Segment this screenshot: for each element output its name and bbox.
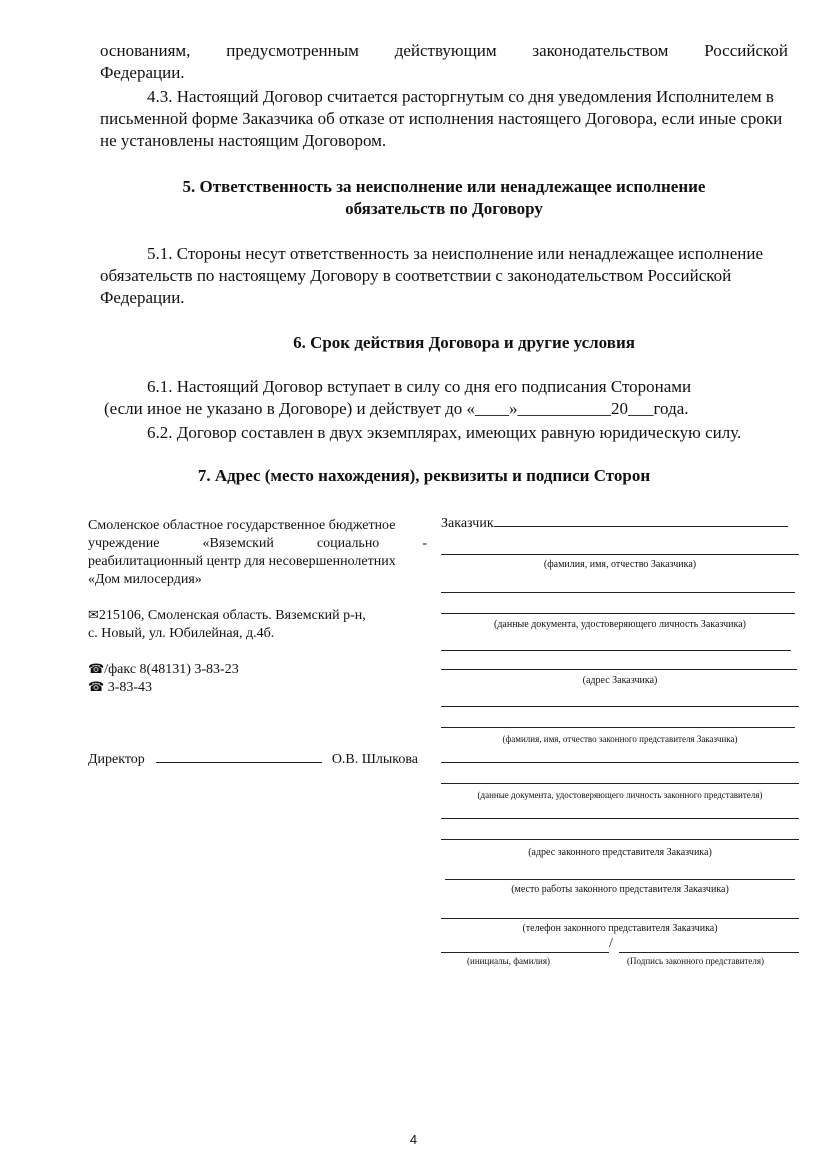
clause-6-2: 6.2. Договор составлен в двух экземплярах, имеющих равную юридическую силу. [147,423,742,442]
director-label: Директор [88,752,145,767]
rep-phone-line[interactable] [441,918,799,919]
customer-name-line[interactable] [494,526,788,527]
clause-6-1-term: (если иное не указано в Договоре) и действует до «____»___________20___года. [104,399,689,418]
rep-fio-line-1[interactable] [441,706,799,707]
executor-contacts [88,661,427,697]
caption-rep-phone: (телефон законного представителя Заказчика) [522,923,718,934]
caption-customer-doc: (данные документа, удостоверяющего личность Заказчика) [493,619,747,630]
rep-doc-line-2[interactable] [441,783,799,784]
section4-text-continuation-end: Федерации. [100,63,185,82]
caption-rep-work: (место работы законного представителя Заказчика) [511,884,729,895]
customer-details [441,515,799,975]
caption-customer-fio: (фамилия, имя, отчество Заказчика) [543,559,697,570]
signature-slash: / [609,936,613,951]
executor-address: ✉215106, Смоленская область. Вяземский р-н, с. Новый, ул. Юбилейная, д.4б. [88,608,366,641]
customer-address-line-2[interactable] [441,669,797,670]
customer-address-line-1[interactable] [441,650,791,651]
clause-4-3: 4.3. Настоящий Договор считается расторгнутым со дня уведомления Исполнителем в письменной форме Заказчика об отказе от исполнения настоящего Договора, если иные сроки не установлены настоящим Договором. [100,87,783,150]
customer-fio-line[interactable] [441,554,799,555]
page-number: 4 [409,1132,418,1147]
rep-signature-line[interactable] [619,952,799,953]
rep-doc-line-1[interactable] [441,762,799,763]
customer-field [441,515,788,533]
rep-initials-line[interactable] [441,952,609,953]
executor-phone: 3-83-43 [107,680,153,695]
executor-org-name: Смоленское областное государственное бюджетное учреждение «Вяземский социально - реабилитационный центр для несовершеннолетних «Дом милосердия» [88,518,427,587]
executor-fax: /факс 8(48131) 3-83-23 [104,662,239,677]
rep-address-line-2[interactable] [441,839,799,840]
section5-heading: 5. Ответственность за неисполнение или ненадлежащее исполнение обязательств по Договору [182,177,706,218]
caption-signature: (Подпись законного представителя) [627,956,765,966]
director-name: О.В. Шлыкова [331,752,419,767]
rep-work-line[interactable] [445,879,795,880]
clause-5-1: 5.1. Стороны несут ответственность за неисполнение или ненадлежащее исполнение обязательств по настоящему Договору в соответствии с законодательством Российской Федерации. [100,244,764,307]
caption-rep-fio: (фамилия, имя, отчество законного представителя Заказчика) [502,734,738,744]
customer-doc-line-1[interactable] [441,592,795,593]
section4-text-continuation: основаниям, предусмотренным действующим законодательством Российской [100,41,788,60]
director-signature-line[interactable] [156,762,322,763]
clause-6-1: 6.1. Настоящий Договор вступает в силу со дня его подписания Сторонами [147,377,692,396]
rep-address-line-1[interactable] [441,818,799,819]
executor-details [88,517,427,589]
rep-fio-line-2[interactable] [441,727,795,728]
director-signature-block [88,751,427,769]
caption-rep-address: (адрес законного представителя Заказчика) [528,847,712,858]
phone-icon: ☎ [88,680,105,695]
section7-heading: 7. Адрес (место нахождения), реквизиты и подписи Сторон [197,466,651,485]
caption-initials: (инициалы, фамилия) [467,956,550,966]
phone-icon: ☎ [88,662,105,677]
customer-doc-line-2[interactable] [441,613,795,614]
caption-rep-doc: (данные документа, удостоверяющего личность законного представителя) [477,790,763,800]
envelope-icon: ✉ [88,608,99,623]
section6-heading: 6. Срок действия Договора и другие условия [293,333,635,352]
caption-customer-address: (адрес Заказчика) [582,675,658,686]
customer-label: Заказчик [441,516,494,531]
